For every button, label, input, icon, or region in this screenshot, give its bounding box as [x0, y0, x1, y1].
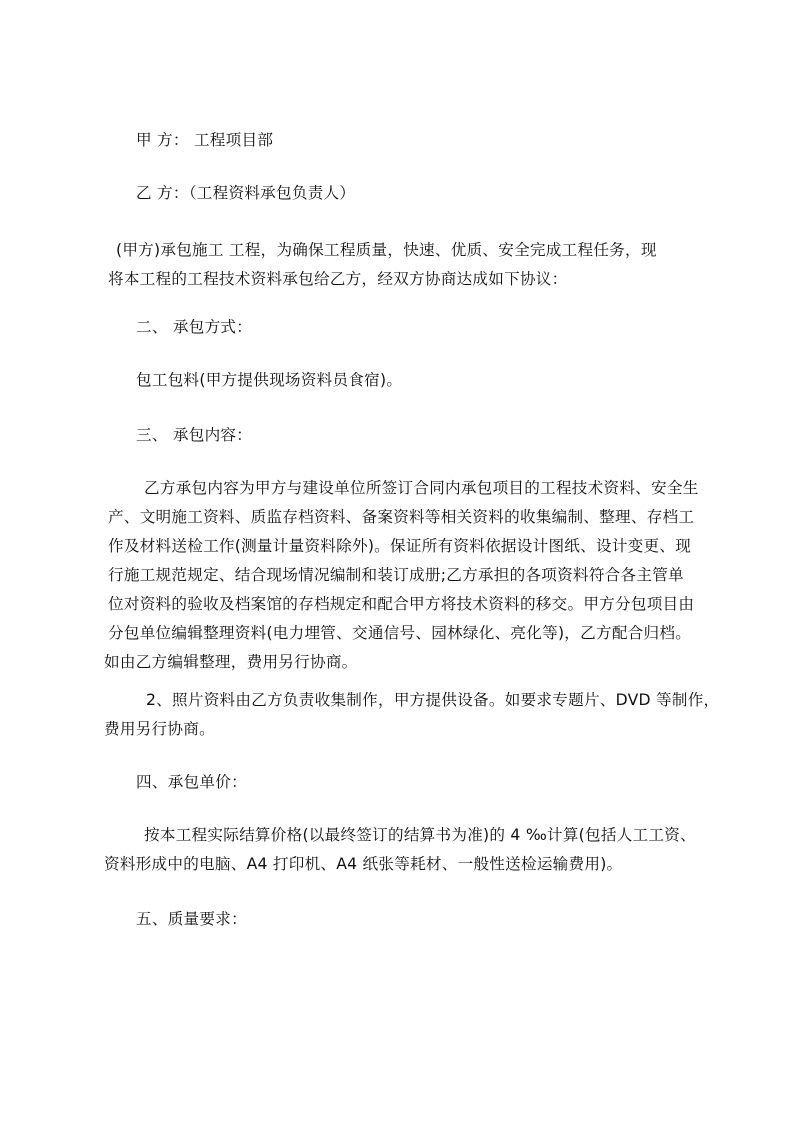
intro-line: 将本工程的工程技术资料承包给乙方，经双方协商达成如下协议： [108, 270, 568, 288]
paragraph-line: 行施工规范规定、结合现场情况编制和装订成册;乙方承担的各项资料符合各主管单 [108, 566, 684, 584]
party-a: 甲 方： 工程项目部 [136, 131, 274, 149]
paragraph-line: 作及材料送检工作(测量计量资料除外)。保证所有资料依据设计图纸、设计变更、现 [108, 537, 692, 555]
paragraph-line: 费用另行协商。 [104, 720, 215, 738]
paragraph-line: 如由乙方编辑整理，费用另行协商。 [104, 653, 358, 671]
paragraph-line: 2、照片资料由乙方负责收集制作，甲方提供设备。如要求专题片、DVD 等制作， [146, 691, 720, 709]
paragraph-line: 分包单位编辑整理资料(电力埋管、交通信号、园林绿化、亮化等)，乙方配合归档。 [108, 624, 692, 642]
section-title: 五、质量要求： [136, 910, 247, 928]
intro-line: (甲方)承包施工 工程，为确保工程质量，快速、优质、安全完成工程任务，现 [116, 241, 657, 259]
party-b: 乙 方：（工程资料承包负责人） [136, 184, 356, 202]
section-title: 二、 承包方式： [136, 318, 253, 336]
paragraph-line: 乙方承包内容为甲方与建设单位所签订合同内承包项目的工程技术资料、安全生 [144, 479, 699, 497]
paragraph-line: 按本工程实际结算价格(以最终签订的结算书为准)的 4 ‰计算(包括人工工资、 [144, 826, 696, 844]
paragraph-line: 产、文明施工资料、质监存档资料、备案资料等相关资料的收集编制、整理、存档工 [108, 508, 695, 526]
paragraph-line: 位对资料的验收及档案馆的存档规定和配合甲方将技术资料的移交。甲方分包项目由 [108, 595, 695, 613]
paragraph-line: 资料形成中的电脑、A4 打印机、A4 纸张等耗材、一般性送检运输费用)。 [104, 855, 623, 873]
section-body: 包工包料(甲方提供现场资料员食宿)。 [136, 371, 403, 389]
section-title: 三、 承包内容： [136, 426, 253, 444]
section-title: 四、承包单价： [136, 773, 247, 791]
